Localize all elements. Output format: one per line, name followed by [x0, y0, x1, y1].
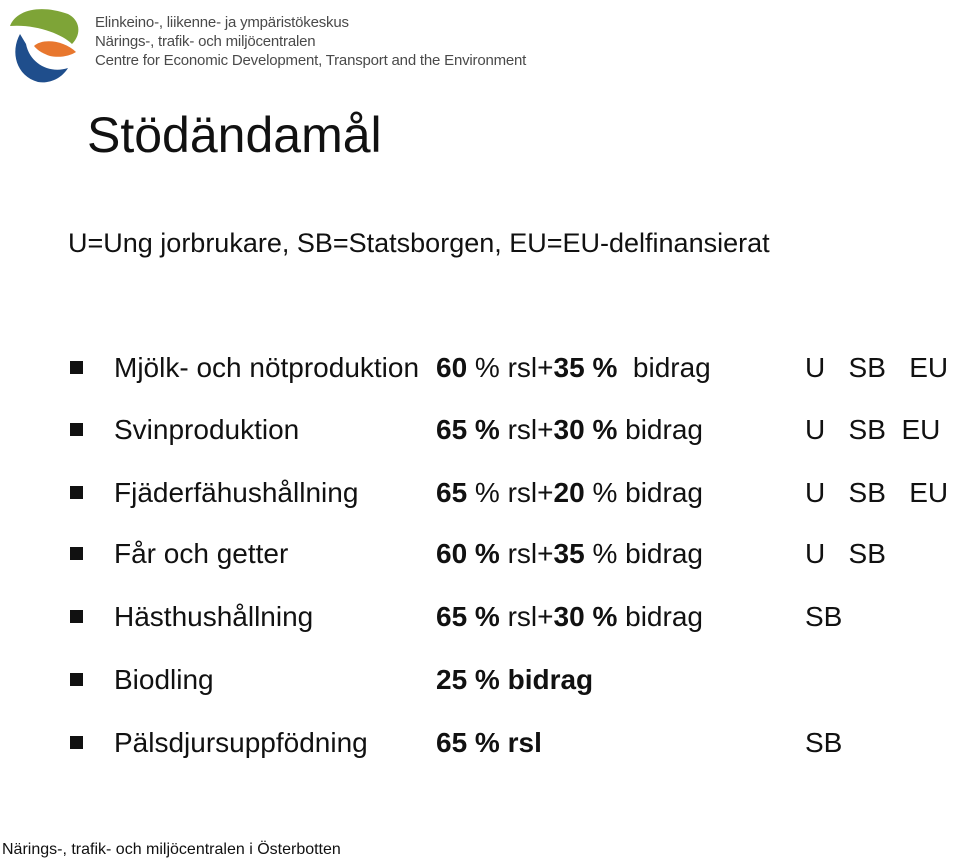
support-rate-part: 35 %: [553, 352, 618, 383]
square-bullet-icon: [70, 486, 83, 499]
production-type-label: Biodling: [114, 664, 214, 695]
support-rate-part: % bidrag: [584, 477, 703, 508]
support-rate-part: % rsl+: [467, 477, 554, 508]
logo-blue-arc: [15, 34, 68, 82]
funding-flags: U SB EU: [805, 414, 941, 445]
support-rate-part: % rsl+: [467, 352, 554, 383]
support-rate-part: 60: [436, 352, 468, 383]
support-rate-part: bidrag: [617, 414, 703, 445]
support-rate-part: rsl+: [499, 414, 554, 445]
support-rate-part: 65 %: [436, 414, 500, 445]
org-name-english: Centre for Economic Development, Transport and the Environment: [95, 52, 527, 69]
production-type-label: Hästhushållning: [114, 601, 314, 632]
support-rate: [436, 601, 703, 633]
support-rate: [436, 727, 542, 759]
funding-flags: U SB EU: [805, 352, 949, 383]
support-rate-part: 65 %: [436, 601, 500, 632]
funding-flags: SB: [805, 601, 843, 632]
support-rate-part: 35: [553, 538, 585, 569]
footer-text: Närings-, trafik- och miljöcentralen i Österbotten: [2, 841, 341, 858]
org-name-finnish: Elinkeino-, liikenne- ja ympäristökeskus: [95, 14, 349, 31]
support-rate-part: 30 %: [553, 601, 618, 632]
square-bullet-icon: [70, 361, 83, 374]
support-rate: [436, 664, 593, 696]
support-rate: [436, 538, 703, 570]
support-rate-part: rsl+: [499, 538, 554, 569]
square-bullet-icon: [70, 673, 83, 686]
ely-centre-logo: [6, 4, 84, 84]
support-rate-part: 60 %: [436, 538, 500, 569]
square-bullet-icon: [70, 610, 83, 623]
production-type-label: Mjölk- och nötproduktion: [114, 352, 420, 383]
support-rate-part: bidrag: [617, 601, 703, 632]
funding-flags: SB: [805, 727, 843, 758]
funding-flags: U SB EU: [805, 477, 949, 508]
square-bullet-icon: [70, 736, 83, 749]
support-rate: [436, 352, 711, 384]
square-bullet-icon: [70, 423, 83, 436]
support-rate-part: 65 % rsl: [436, 727, 542, 758]
support-rate-part: 65: [436, 477, 468, 508]
support-rate: [436, 414, 703, 446]
production-type-label: Fjäderfähushållning: [114, 477, 359, 508]
support-rate-part: 25 % bidrag: [436, 664, 594, 695]
support-rate: [436, 477, 703, 509]
production-type-label: Pälsdjursuppfödning: [114, 727, 368, 758]
org-name-swedish: Närings-, trafik- och miljöcentralen: [95, 33, 316, 50]
support-rate-part: % bidrag: [584, 538, 703, 569]
organization-names: [95, 13, 526, 70]
production-type-label: Svinproduktion: [114, 414, 300, 445]
support-rate-part: 30 %: [553, 414, 618, 445]
support-rate-part: 20: [553, 477, 585, 508]
square-bullet-icon: [70, 547, 83, 560]
slide-subtitle: U=Ung jorbrukare, SB=Statsborgen, EU=EU-delfinansierat: [68, 228, 770, 258]
funding-flags: U SB: [805, 538, 886, 569]
support-rate-part: bidrag: [617, 352, 711, 383]
logo-orange-swoosh: [34, 41, 76, 57]
support-rate-part: rsl+: [499, 601, 554, 632]
production-type-label: Får och getter: [114, 538, 289, 569]
slide-title: Stödändamål: [87, 107, 382, 163]
